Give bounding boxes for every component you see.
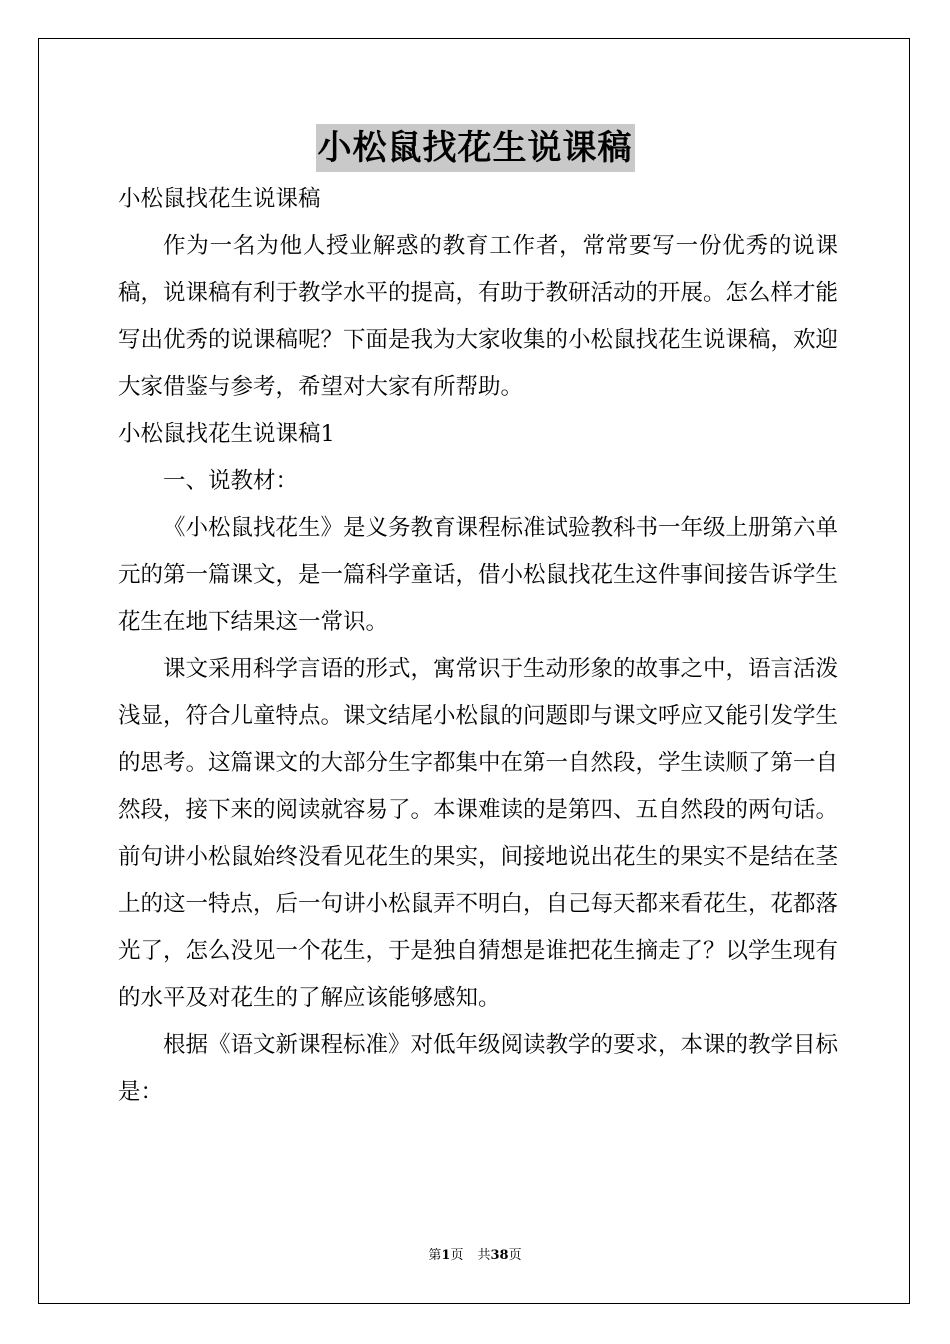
paragraph: 《小松鼠找花生》是义务教育课程标准试验教科书一年级上册第六单元的第一篇课文，是一篇科学童话，借小松鼠找花生这件事间接告诉学生花生在地下结果这一常识。 bbox=[118, 515, 839, 635]
page-footer bbox=[0, 1247, 950, 1265]
paragraph: 作为一名为他人授业解惑的教育工作者，常常要写一份优秀的说课稿，说课稿有利于教学水平的提高，有助于教研活动的开展。怎么样才能写出优秀的说课稿呢？下面是我为大家收集的小松鼠找花生说课稿，欢迎大家借鉴与参考，希望对大家有所帮助。 bbox=[118, 233, 839, 400]
total-label-prefix: 共 bbox=[477, 1248, 491, 1263]
page-label-prefix: 第 bbox=[428, 1248, 442, 1263]
document-body bbox=[118, 176, 838, 1116]
title-container bbox=[0, 124, 950, 172]
paragraph: 一、说教材： bbox=[163, 468, 299, 494]
total-pages: 38 bbox=[490, 1248, 509, 1263]
section-heading: 小松鼠找花生说课稿1 bbox=[118, 421, 335, 447]
total-label-suffix: 页 bbox=[508, 1248, 522, 1263]
page-number: 1 bbox=[441, 1248, 451, 1263]
paragraph: 小松鼠找花生说课稿 bbox=[118, 186, 321, 212]
paragraph: 根据《语文新课程标准》对低年级阅读教学的要求，本课的教学目标是： bbox=[118, 1032, 839, 1105]
document-title: 小松鼠找花生说课稿 bbox=[316, 124, 635, 172]
paragraph: 课文采用科学言语的形式，寓常识于生动形象的故事之中，语言活泼浅显，符合儿童特点。课文结尾小松鼠的问题即与课文呼应又能引发学生的思考。这篇课文的大部分生字都集中在第一自然段，学生读顺了第一自然段，接下来的阅读就容易了。本课难读的是第四、五自然段的两句话。前句讲小松鼠始终没看见花生的果实，间接地说出花生的果实不是结在茎上的这一特点，后一句讲小松鼠弄不明白，自己每天都来看花生，花都落光了，怎么没见一个花生，于是独自猜想是谁把花生摘走了？以学生现有的水平及对花生的了解应该能够感知。 bbox=[118, 656, 839, 1011]
page-label-suffix: 页 bbox=[450, 1248, 464, 1263]
